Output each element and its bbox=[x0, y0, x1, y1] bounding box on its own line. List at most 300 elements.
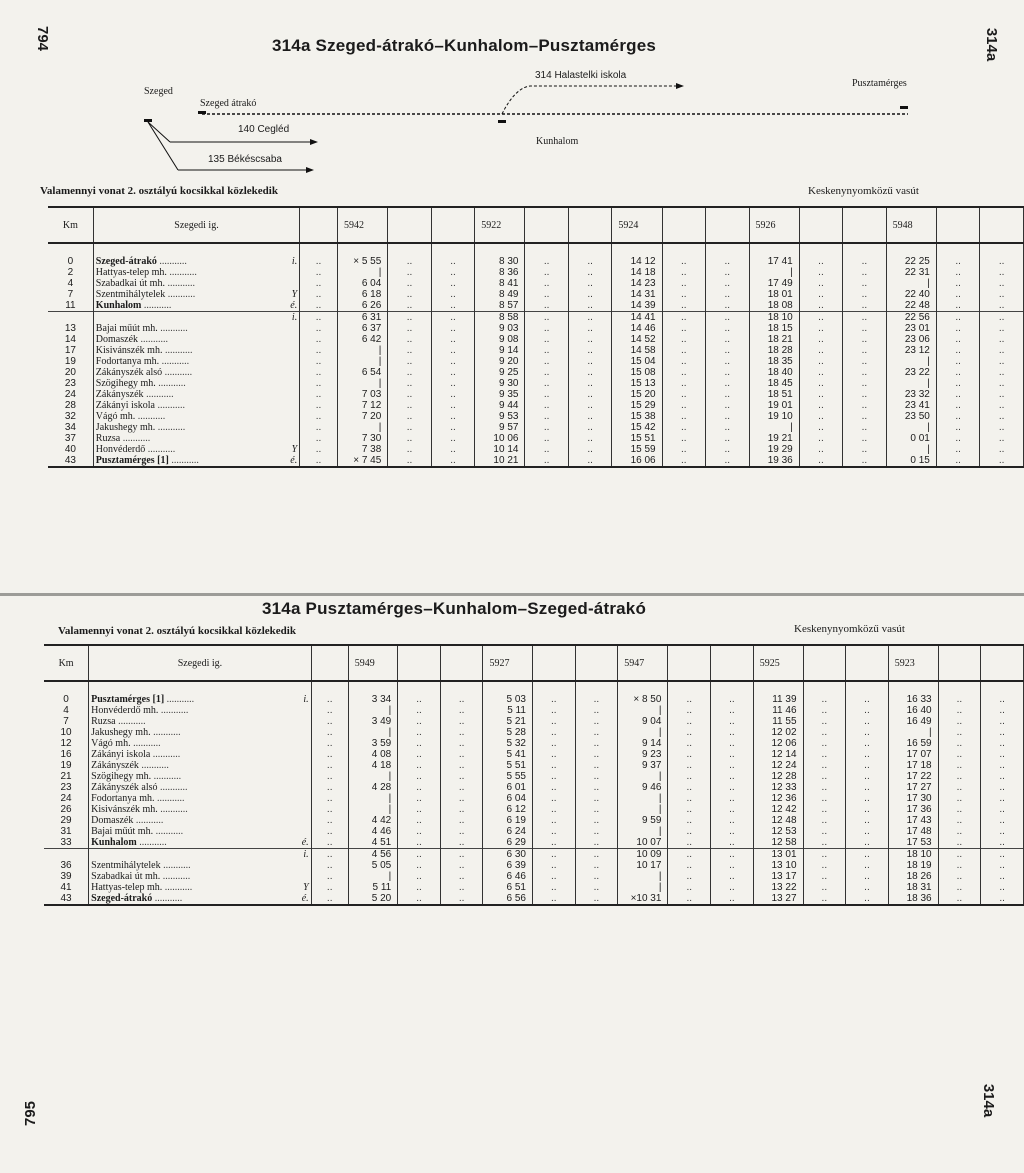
empty-cell: .. bbox=[711, 893, 754, 905]
empty-cell: .. bbox=[803, 826, 846, 837]
empty-header bbox=[981, 645, 1024, 681]
spacer-cell bbox=[475, 243, 525, 256]
empty-cell: .. bbox=[938, 804, 981, 815]
empty-cell: .. bbox=[706, 278, 749, 289]
time-cell: × 7 45 bbox=[337, 455, 387, 467]
station-cell bbox=[89, 738, 312, 749]
empty-header bbox=[532, 645, 575, 681]
empty-cell: .. bbox=[440, 804, 483, 815]
empty-cell: .. bbox=[300, 422, 338, 433]
empty-cell: .. bbox=[575, 815, 618, 826]
leader-dots: ........... bbox=[164, 278, 195, 289]
empty-cell: .. bbox=[300, 411, 338, 422]
time-cell: × 5 55 bbox=[337, 256, 387, 267]
empty-cell: .. bbox=[300, 323, 338, 334]
empty-cell: .. bbox=[799, 444, 842, 455]
train-number-header: 5948 bbox=[886, 207, 936, 243]
empty-cell: .. bbox=[846, 849, 889, 861]
empty-cell: .. bbox=[706, 345, 749, 356]
time-cell: 12 42 bbox=[753, 804, 803, 815]
spacer-cell bbox=[483, 681, 532, 694]
time-cell: 15 04 bbox=[612, 356, 662, 367]
empty-cell: .. bbox=[981, 782, 1024, 793]
km-cell: 26 bbox=[44, 804, 89, 815]
empty-cell: .. bbox=[711, 804, 754, 815]
empty-cell: .. bbox=[568, 367, 611, 378]
km-cell: 24 bbox=[44, 793, 89, 804]
time-cell: 19 29 bbox=[749, 444, 799, 455]
empty-cell: .. bbox=[843, 444, 886, 455]
spacer-cell bbox=[532, 681, 575, 694]
station-cell bbox=[93, 323, 299, 334]
page-number-right-top: 314a bbox=[983, 27, 1001, 62]
empty-cell: .. bbox=[843, 455, 886, 467]
empty-cell: .. bbox=[936, 378, 979, 389]
empty-cell: .. bbox=[936, 422, 979, 433]
empty-cell: .. bbox=[668, 771, 711, 782]
table-row bbox=[48, 356, 1024, 367]
empty-cell: .. bbox=[398, 727, 441, 738]
empty-cell: .. bbox=[846, 826, 889, 837]
km-cell: 36 bbox=[44, 860, 89, 871]
empty-cell: .. bbox=[803, 882, 846, 893]
empty-cell: .. bbox=[846, 771, 889, 782]
time-cell: 6 26 bbox=[337, 300, 387, 312]
station-cell bbox=[89, 860, 312, 871]
arrival-departure-mark: i. bbox=[303, 694, 309, 705]
km-cell: 17 bbox=[48, 345, 93, 356]
time-cell: 6 18 bbox=[337, 289, 387, 300]
time-cell: 9 46 bbox=[618, 782, 668, 793]
empty-cell: .. bbox=[711, 771, 754, 782]
time-cell: 4 28 bbox=[348, 782, 397, 793]
empty-cell: .. bbox=[440, 716, 483, 727]
time-cell: 13 27 bbox=[753, 893, 803, 905]
time-cell: | bbox=[618, 882, 668, 893]
empty-cell: .. bbox=[799, 267, 842, 278]
train-number-header: 5949 bbox=[348, 645, 397, 681]
time-cell: 9 44 bbox=[475, 400, 525, 411]
empty-cell: .. bbox=[440, 749, 483, 760]
km-cell: 19 bbox=[48, 356, 93, 367]
time-cell: 7 12 bbox=[337, 400, 387, 411]
empty-cell: .. bbox=[300, 378, 338, 389]
empty-cell: .. bbox=[532, 849, 575, 861]
empty-cell: .. bbox=[431, 300, 474, 312]
spacer-cell bbox=[981, 681, 1024, 694]
station-name: Fodortanya mh. bbox=[91, 793, 155, 804]
empty-cell: .. bbox=[311, 782, 348, 793]
empty-cell: .. bbox=[803, 871, 846, 882]
time-cell: 8 36 bbox=[475, 267, 525, 278]
km-cell bbox=[48, 312, 93, 324]
empty-cell: .. bbox=[803, 771, 846, 782]
station-cell bbox=[89, 871, 312, 882]
empty-cell: .. bbox=[799, 455, 842, 467]
empty-cell: .. bbox=[398, 804, 441, 815]
empty-cell: .. bbox=[568, 455, 611, 467]
empty-cell: .. bbox=[440, 705, 483, 716]
time-cell: 16 33 bbox=[888, 694, 938, 705]
empty-cell: .. bbox=[706, 422, 749, 433]
empty-cell: .. bbox=[938, 760, 981, 771]
empty-cell: .. bbox=[525, 444, 568, 455]
empty-cell: .. bbox=[938, 860, 981, 871]
empty-cell: .. bbox=[431, 323, 474, 334]
empty-header bbox=[568, 207, 611, 243]
empty-cell: .. bbox=[525, 411, 568, 422]
spacer-cell bbox=[843, 243, 886, 256]
leader-dots: ........... bbox=[143, 389, 174, 400]
empty-header bbox=[311, 645, 348, 681]
time-cell: | bbox=[337, 267, 387, 278]
time-cell: 6 39 bbox=[483, 860, 532, 871]
empty-cell: .. bbox=[300, 345, 338, 356]
time-cell: 17 43 bbox=[888, 815, 938, 826]
time-cell: 19 36 bbox=[749, 455, 799, 467]
station-name: Vágó mh. bbox=[91, 738, 131, 749]
station-name: Jakushegy mh. bbox=[95, 422, 156, 433]
empty-cell: .. bbox=[980, 422, 1024, 433]
time-cell: 22 56 bbox=[886, 312, 936, 324]
empty-cell: .. bbox=[431, 267, 474, 278]
empty-cell: .. bbox=[532, 893, 575, 905]
empty-cell: .. bbox=[662, 455, 705, 467]
leader-dots: ........... bbox=[155, 422, 186, 433]
time-cell: 9 23 bbox=[618, 749, 668, 760]
leader-dots: ........... bbox=[166, 267, 197, 278]
empty-cell: .. bbox=[938, 727, 981, 738]
empty-cell: .. bbox=[300, 444, 338, 455]
table-row bbox=[44, 782, 1024, 793]
table-row bbox=[48, 422, 1024, 433]
empty-cell: .. bbox=[711, 793, 754, 804]
empty-cell: .. bbox=[440, 893, 483, 905]
spacer-cell bbox=[662, 243, 705, 256]
time-cell: 14 58 bbox=[612, 345, 662, 356]
empty-cell: .. bbox=[981, 826, 1024, 837]
empty-cell: .. bbox=[662, 278, 705, 289]
leader-dots: ........... bbox=[138, 334, 169, 345]
time-cell: 12 48 bbox=[753, 815, 803, 826]
empty-cell: .. bbox=[532, 826, 575, 837]
station-name: Szentmihálytelek bbox=[95, 289, 166, 300]
leader-dots: ........... bbox=[153, 826, 184, 837]
table-row bbox=[48, 433, 1024, 444]
table-row bbox=[48, 300, 1024, 312]
empty-cell: .. bbox=[568, 267, 611, 278]
empty-cell: .. bbox=[668, 727, 711, 738]
time-cell: 8 30 bbox=[475, 256, 525, 267]
empty-cell: .. bbox=[706, 455, 749, 467]
table-row bbox=[48, 367, 1024, 378]
empty-cell: .. bbox=[938, 782, 981, 793]
empty-cell: .. bbox=[532, 871, 575, 882]
time-cell: 9 57 bbox=[475, 422, 525, 433]
empty-cell: .. bbox=[662, 323, 705, 334]
time-cell: | bbox=[337, 378, 387, 389]
arrival-departure-mark: i. bbox=[291, 312, 298, 323]
empty-cell: .. bbox=[300, 267, 338, 278]
empty-cell: .. bbox=[525, 312, 568, 324]
empty-cell: .. bbox=[300, 278, 338, 289]
empty-cell: .. bbox=[981, 793, 1024, 804]
km-cell: 39 bbox=[44, 871, 89, 882]
empty-cell: .. bbox=[706, 389, 749, 400]
station-name: Kisivánszék mh. bbox=[91, 804, 158, 815]
empty-cell: .. bbox=[532, 705, 575, 716]
empty-cell: .. bbox=[981, 860, 1024, 871]
time-cell: 17 30 bbox=[888, 793, 938, 804]
table2 bbox=[44, 644, 1024, 906]
map-label-szeged: Szeged bbox=[144, 86, 173, 97]
empty-cell: .. bbox=[398, 882, 441, 893]
empty-cell: .. bbox=[981, 849, 1024, 861]
table-row bbox=[48, 444, 1024, 455]
empty-cell: .. bbox=[300, 256, 338, 267]
station-cell bbox=[89, 705, 312, 716]
empty-cell: .. bbox=[980, 289, 1024, 300]
station-name: Szabadkai út mh. bbox=[91, 871, 161, 882]
station-cell bbox=[93, 345, 299, 356]
km-cell: 37 bbox=[48, 433, 93, 444]
spacer-row bbox=[44, 681, 1024, 694]
empty-cell: .. bbox=[311, 694, 348, 705]
leader-dots: ........... bbox=[150, 749, 181, 760]
empty-cell: .. bbox=[799, 389, 842, 400]
empty-cell: .. bbox=[938, 705, 981, 716]
time-cell: 22 31 bbox=[886, 267, 936, 278]
time-cell: 12 06 bbox=[753, 738, 803, 749]
table1-note-left: Valamennyi vonat 2. osztályú kocsikkal közlekedik bbox=[40, 185, 278, 197]
empty-cell: .. bbox=[431, 422, 474, 433]
empty-cell: .. bbox=[311, 716, 348, 727]
empty-cell: .. bbox=[388, 378, 431, 389]
empty-cell: .. bbox=[711, 705, 754, 716]
table-row bbox=[44, 738, 1024, 749]
empty-cell: .. bbox=[980, 444, 1024, 455]
page-number-left-bottom: 795 bbox=[22, 1100, 40, 1127]
time-cell: 17 22 bbox=[888, 771, 938, 782]
empty-cell: .. bbox=[431, 345, 474, 356]
station-cell bbox=[93, 389, 299, 400]
time-cell: 0 15 bbox=[886, 455, 936, 467]
leader-dots: ........... bbox=[159, 356, 190, 367]
empty-cell: .. bbox=[431, 411, 474, 422]
empty-cell: .. bbox=[532, 716, 575, 727]
empty-cell: .. bbox=[843, 334, 886, 345]
empty-cell: .. bbox=[981, 760, 1024, 771]
time-cell: 23 41 bbox=[886, 400, 936, 411]
leader-dots: ........... bbox=[162, 367, 193, 378]
empty-cell: .. bbox=[398, 738, 441, 749]
empty-cell: .. bbox=[311, 749, 348, 760]
empty-cell: .. bbox=[711, 749, 754, 760]
empty-cell: .. bbox=[388, 323, 431, 334]
arrival-departure-mark: é. bbox=[290, 455, 298, 466]
table-row bbox=[44, 871, 1024, 882]
time-cell: 10 14 bbox=[475, 444, 525, 455]
empty-cell: .. bbox=[300, 334, 338, 345]
spacer-cell bbox=[44, 681, 89, 694]
time-cell: | bbox=[618, 871, 668, 882]
spacer-cell bbox=[48, 243, 93, 256]
time-cell: 15 08 bbox=[612, 367, 662, 378]
time-cell: 13 22 bbox=[753, 882, 803, 893]
time-cell: | bbox=[337, 422, 387, 433]
station-name: Hattyas-telep mh. bbox=[91, 882, 163, 893]
leader-dots: ........... bbox=[154, 400, 185, 411]
km-cell bbox=[44, 849, 89, 861]
empty-cell: .. bbox=[311, 837, 348, 849]
empty-cell: .. bbox=[388, 300, 431, 312]
empty-cell: .. bbox=[980, 433, 1024, 444]
time-cell: 22 48 bbox=[886, 300, 936, 312]
empty-cell: .. bbox=[799, 378, 842, 389]
empty-cell: .. bbox=[568, 356, 611, 367]
empty-cell: .. bbox=[846, 727, 889, 738]
table-row bbox=[44, 694, 1024, 705]
empty-header bbox=[431, 207, 474, 243]
empty-cell: .. bbox=[938, 837, 981, 849]
time-cell: 23 22 bbox=[886, 367, 936, 378]
leader-dots: ........... bbox=[135, 411, 166, 422]
spacer-cell bbox=[93, 243, 299, 256]
empty-cell: .. bbox=[532, 793, 575, 804]
spacer-cell bbox=[886, 243, 936, 256]
empty-cell: .. bbox=[575, 738, 618, 749]
spacer-cell bbox=[618, 681, 668, 694]
empty-cell: .. bbox=[568, 422, 611, 433]
time-cell: 0 01 bbox=[886, 433, 936, 444]
empty-cell: .. bbox=[799, 356, 842, 367]
km-cell: 20 bbox=[48, 367, 93, 378]
page-number-right-bottom: 314a bbox=[980, 1083, 998, 1118]
km-cell: 21 bbox=[44, 771, 89, 782]
empty-cell: .. bbox=[662, 300, 705, 312]
spacer-cell bbox=[612, 243, 662, 256]
empty-cell: .. bbox=[980, 256, 1024, 267]
empty-cell: .. bbox=[525, 300, 568, 312]
time-cell: 4 42 bbox=[348, 815, 397, 826]
empty-cell: .. bbox=[440, 871, 483, 882]
empty-cell: .. bbox=[936, 389, 979, 400]
time-cell: 6 46 bbox=[483, 871, 532, 882]
empty-cell: .. bbox=[938, 849, 981, 861]
empty-cell: .. bbox=[431, 389, 474, 400]
station-mark-szeged bbox=[144, 119, 152, 122]
table-row bbox=[48, 334, 1024, 345]
empty-cell: .. bbox=[843, 378, 886, 389]
time-cell: 19 01 bbox=[749, 400, 799, 411]
leader-dots: ........... bbox=[120, 433, 151, 444]
time-cell: 10 06 bbox=[475, 433, 525, 444]
table-row bbox=[48, 400, 1024, 411]
km-cell: 23 bbox=[48, 378, 93, 389]
time-cell: 23 01 bbox=[886, 323, 936, 334]
time-cell: 4 46 bbox=[348, 826, 397, 837]
time-cell: 17 18 bbox=[888, 760, 938, 771]
station-cell bbox=[93, 356, 299, 367]
train-number-header: 5923 bbox=[888, 645, 938, 681]
station-header: Szegedi ig. bbox=[89, 645, 312, 681]
time-cell: 10 09 bbox=[618, 849, 668, 861]
spacer-cell bbox=[888, 681, 938, 694]
empty-cell: .. bbox=[388, 455, 431, 467]
time-cell: 12 58 bbox=[753, 837, 803, 849]
table-row bbox=[44, 826, 1024, 837]
empty-cell: .. bbox=[300, 455, 338, 467]
time-cell: 6 01 bbox=[483, 782, 532, 793]
empty-cell: .. bbox=[525, 323, 568, 334]
empty-cell: .. bbox=[568, 289, 611, 300]
station-cell bbox=[89, 727, 312, 738]
empty-cell: .. bbox=[843, 300, 886, 312]
station-cell bbox=[89, 760, 312, 771]
spacer-cell bbox=[753, 681, 803, 694]
time-cell: | bbox=[618, 804, 668, 815]
km-cell: 14 bbox=[48, 334, 93, 345]
table-row bbox=[44, 771, 1024, 782]
arrival-departure-mark: i. bbox=[303, 849, 309, 860]
empty-header bbox=[843, 207, 886, 243]
empty-cell: .. bbox=[799, 300, 842, 312]
time-cell: 12 53 bbox=[753, 826, 803, 837]
empty-cell: .. bbox=[711, 727, 754, 738]
spacer-cell bbox=[799, 243, 842, 256]
empty-cell: .. bbox=[799, 278, 842, 289]
station-cell bbox=[89, 782, 312, 793]
empty-cell: .. bbox=[846, 760, 889, 771]
empty-cell: .. bbox=[300, 433, 338, 444]
empty-cell: .. bbox=[843, 312, 886, 324]
time-cell: 17 53 bbox=[888, 837, 938, 849]
empty-cell: .. bbox=[936, 433, 979, 444]
time-cell: 6 37 bbox=[337, 323, 387, 334]
empty-cell: .. bbox=[568, 411, 611, 422]
km-cell: 19 bbox=[44, 760, 89, 771]
empty-cell: .. bbox=[525, 400, 568, 411]
empty-cell: .. bbox=[843, 289, 886, 300]
time-cell: × 8 50 bbox=[618, 694, 668, 705]
empty-cell: .. bbox=[568, 300, 611, 312]
leader-dots: ........... bbox=[115, 716, 146, 727]
empty-cell: .. bbox=[662, 389, 705, 400]
empty-cell: .. bbox=[803, 738, 846, 749]
km-cell: 7 bbox=[44, 716, 89, 727]
leader-dots: ........... bbox=[156, 256, 187, 267]
km-cell: 31 bbox=[44, 826, 89, 837]
empty-cell: .. bbox=[388, 411, 431, 422]
empty-cell: .. bbox=[706, 378, 749, 389]
time-cell: 6 12 bbox=[483, 804, 532, 815]
time-cell: 9 53 bbox=[475, 411, 525, 422]
station-cell bbox=[93, 278, 299, 289]
empty-cell: .. bbox=[711, 837, 754, 849]
empty-cell: .. bbox=[568, 444, 611, 455]
empty-cell: .. bbox=[803, 694, 846, 705]
spacer-cell bbox=[846, 681, 889, 694]
empty-cell: .. bbox=[799, 433, 842, 444]
time-cell: | bbox=[749, 267, 799, 278]
train-number-header: 5925 bbox=[753, 645, 803, 681]
empty-cell: .. bbox=[843, 267, 886, 278]
empty-header bbox=[398, 645, 441, 681]
table-row bbox=[48, 278, 1024, 289]
empty-cell: .. bbox=[440, 849, 483, 861]
leader-dots: ........... bbox=[145, 444, 176, 455]
station-cell bbox=[93, 444, 299, 455]
